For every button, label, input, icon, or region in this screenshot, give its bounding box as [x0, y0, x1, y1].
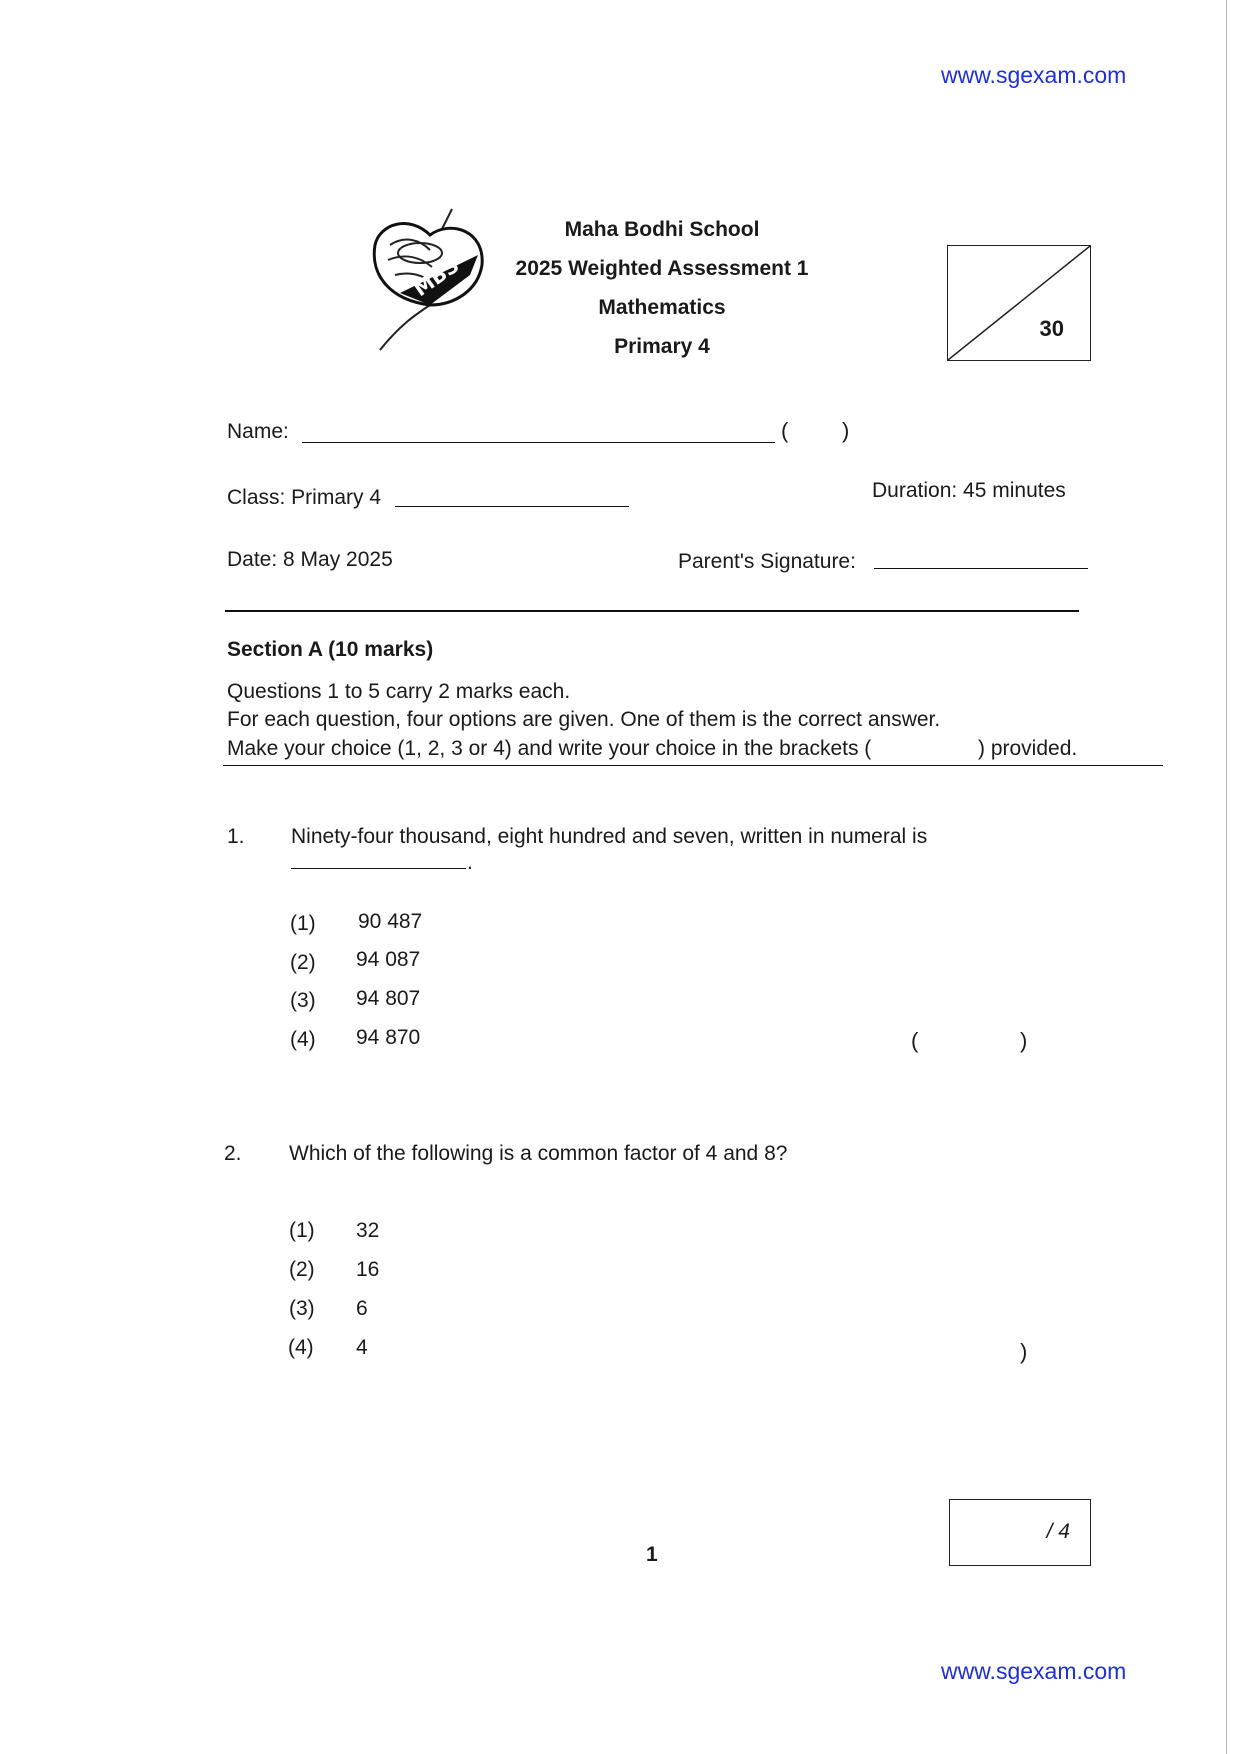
option-label: (1): [290, 912, 316, 935]
answer-bracket-open[interactable]: (: [911, 1028, 919, 1053]
assessment-title: 2025 Weighted Assessment 1: [515, 257, 809, 280]
register-paren-open: (: [781, 418, 789, 443]
section-divider: [223, 765, 1163, 766]
option-value: 94 807: [356, 987, 421, 1010]
sgexam-link-top[interactable]: www.sgexam.com: [941, 62, 1127, 88]
page-score: / 4: [1046, 1520, 1070, 1543]
option-value: 16: [356, 1258, 380, 1281]
total-marks-box: [947, 245, 1091, 361]
duration: Duration: 45 minutes: [872, 479, 1066, 502]
page-edge: [1226, 0, 1227, 1754]
subject: Mathematics: [598, 296, 726, 319]
question-number: 2.: [224, 1142, 242, 1165]
option-label: (3): [290, 989, 316, 1012]
section-title: Section A (10 marks): [227, 638, 434, 661]
header-divider: [225, 610, 1079, 612]
school-name: Maha Bodhi School: [564, 218, 760, 241]
sgexam-link-bottom[interactable]: www.sgexam.com: [941, 1658, 1127, 1684]
question-number: 1.: [227, 825, 245, 848]
option-value: 6: [356, 1297, 368, 1320]
diagonal-line: [948, 246, 1090, 360]
answer-bracket-close[interactable]: ): [1020, 1028, 1028, 1053]
answer-bracket-close[interactable]: ): [1020, 1339, 1028, 1364]
section-instruction-3b: ) provided.: [978, 737, 1078, 760]
option-label: (4): [290, 1028, 316, 1051]
logo-text: MBS: [409, 253, 464, 302]
page-number: 1: [646, 1543, 658, 1566]
option-value: 90 487: [358, 910, 423, 933]
register-paren-close: ): [842, 418, 850, 443]
option-label: (3): [289, 1297, 315, 1320]
name-field[interactable]: [302, 442, 775, 443]
section-instruction-1: Questions 1 to 5 carry 2 marks each.: [227, 680, 571, 703]
signature-field[interactable]: [874, 568, 1088, 569]
blank-suffix: .: [467, 851, 473, 874]
question-text: Ninety-four thousand, eight hundred and seven, written in numeral is: [291, 825, 928, 848]
section-instruction-2: For each question, four options are given. One of them is the correct answer.: [227, 708, 941, 731]
option-label: (2): [289, 1258, 315, 1281]
option-label: (4): [288, 1336, 314, 1359]
page-score-box: [949, 1499, 1091, 1566]
option-label: (2): [290, 951, 316, 974]
signature-label: Parent's Signature:: [678, 550, 856, 573]
total-marks: 30: [1039, 316, 1064, 341]
date: Date: 8 May 2025: [227, 548, 393, 571]
option-value: 94 870: [356, 1026, 421, 1049]
level: Primary 4: [614, 335, 710, 358]
class-label: Class: Primary 4: [227, 486, 382, 509]
option-value: 4: [356, 1336, 368, 1359]
answer-blank[interactable]: [291, 868, 466, 869]
option-value: 94 087: [356, 948, 421, 971]
question-text: Which of the following is a common factor of 4 and 8?: [289, 1142, 788, 1165]
section-instruction-3a: Make your choice (1, 2, 3 or 4) and write your choice in the brackets (: [227, 737, 872, 760]
class-field[interactable]: [395, 506, 629, 507]
option-value: 32: [356, 1219, 380, 1242]
name-label: Name:: [227, 420, 289, 443]
option-label: (1): [289, 1219, 315, 1242]
